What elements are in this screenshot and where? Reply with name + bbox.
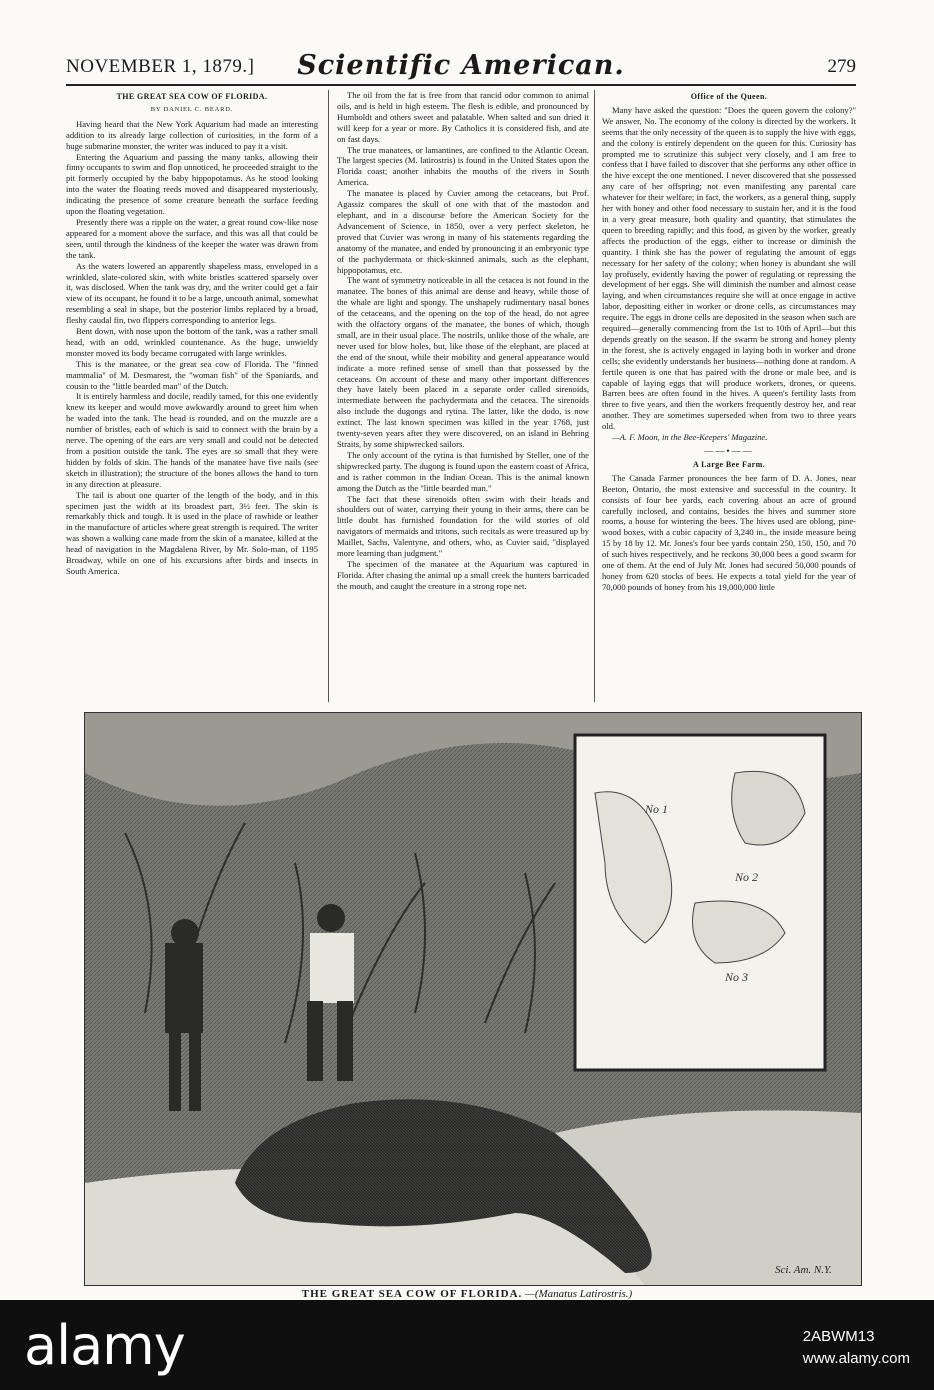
hunter-1-head	[171, 919, 199, 947]
paragraph: Presently there was a ripple on the water, a great round cow-like nose appeared for a moment above the surface, and this was all that could be seen, until through the kindness of the keeper the water was drawn from the tank.	[66, 216, 318, 260]
watermark-meta	[803, 1326, 910, 1370]
hunter-1-body	[165, 943, 203, 1033]
watermark-site: www.alamy.com	[802, 1350, 910, 1367]
article-title: Office of the Queen.	[690, 92, 768, 101]
paragraph: Entering the Aquarium and passing the many tanks, allowing their finny occupants to swim and flop unnoticed, he proceeded straight to the pit formerly occupied by the baby hippopotamus. As he stood looking into the water the floating reeds moved and disappeared mysteriously, indicating the presence of some creature beneath the surface feeding upon the floating vegetation.	[66, 151, 318, 217]
article-byline: BY DANIEL C. BEARD.	[150, 105, 234, 113]
paragraph: The fact that these sirenoids often swim with their heads and shoulders out of water, carrying their young in their arms, there can be little doubt has furnished foundation for the wild stories of old navigators of mermaids and tritons, such recitals as were treasured up by Maillet, Sachs, Valentyne, and others, who, as Cuvier said, "displayed more learning than judgment."	[337, 493, 589, 559]
paragraph: The want of symmetry noticeable in all the cetacea is not found in the manatee. The bones of this animal are dense and heavy, while those of the whale are light and spongy. The unshapely rudimentary nasal bones of the cetaceans, and the opening on the top of the head, do not agree with the olfactory organs of the manatee, the bones of which, though small, are in their usual place. The nostrils, unlike those of the whale, are never used for blow holes, but, like those of the elephant, are placed at the end of the snout, while their mobility and general appearance would indicate a more refined sense of smell than that possessed by the cetaceans. On account of these and many other important differences they have lately been placed in a separate order called sirenoids, intermediate between the pachydermata and the cetacea. The sirenoids also include the dugongs and rytina. The latter, like the dodo, is now extinct. The last known specimen was killed in the year 1768, just twenty-seven years after they were discovered, on an island in Behring Straits, by some shipwrecked sailors.	[337, 275, 589, 449]
paragraph: Having heard that the New York Aquarium had made an interesting addition to its already large collection of curiosities, in the form of a huge submarine monster, the writer was induced to pay it a visit.	[66, 118, 318, 151]
paragraph: The manatee is placed by Cuvier among the cetaceans, but Prof. Agassiz compares the skull of one with that of the mastodon and elephant, and in a discourse before the American Society for the Advancement of Science, in 1850, over a very perfect skeleton, he proved that Cuvier was wrong in many of his statements regarding the anatomy of the manatee, and ended by pronouncing it an embryonic type of the pachydermata or thick-skinned animals, such as the elephant, hippopotamus, etc.	[337, 188, 589, 275]
engraver-mark: Sci. Am. N.Y.	[775, 1264, 832, 1276]
paragraph: The Canada Farmer pronounces the bee farm of D. A. Jones, near Beeton, Ontario, the most extensive and successful in the country. It consists of four bee yards, each covering about an acre of ground carefully inclosed, and contains, besides the hives and summer store rooms, a house for wintering the bees. The hives used are oblong, pine-wood boxes, with a cubic capacity of 3,240 in., the inside measure being 15 by 18 by 12. Mr. Jones's four bee yards contain 250, 150, 150, and 70 of such hives respectively, and he reckons 30,000 bees a good swarm for one of them. At the end of July Mr. Jones had secured 50,000 pounds of honey from 620 stocks of bees. He expects a total yield for the year of 70,000 pounds of honey from his 19,000,000 little	[602, 472, 856, 592]
paragraph: As the waters lowered an apparently shapeless mass, enveloped in a wrinkled, slate-colored skin, with white bristles scattered sparsely over it, was disclosed. When the tank was dry, and the writer could get a fair view of its occupant, he found it to be a large, uncouth animal, somewhat resembling a seal in shape, but the posterior limbs replaced by a broad, fleshy caudal fin, two flippers corresponding to anterior legs.	[66, 260, 318, 326]
column-1	[66, 90, 318, 702]
publication-title: Scientific American.	[297, 50, 625, 81]
paragraph: Many have asked the question: "Does the queen govern the colony?" We answer, No. The economy of the colony is directed by the workers. It seems that the only necessity of the queen is to supply the hive with eggs, and the colony is entirely dependent on the queen for this. Curiosity has prompted me to scrutinize this subject very closely, and I am free to confess that I have failed to discover that she performs any other office in the hive except the one mentioned. I never discovered that she possessed any care of her offspring; not even manifesting any parental care whatever for their welfare; in fact, the workers, as a general thing, supply her with honey and other food necessary to sustain her, and it is the food in a very great measure, both quality and quantity, that stimulates the queen to breeding rapidly; and this food, as given by the worker, greatly affects the production of the eggs, either to increase or diminish the quantity. I think she has the power of regulating the amount of eggs necessary for her safety of the colony; when honey is abundant she will lay profusely, evidently having the power of regulating or repressing the development of her eggs. She will diminish the number and almost cease laying, and when circumstances require she will at once engage in active labor, depositing either in worker or drone cells, as circumstances may require. The eggs in drone cells are deposited in the season when such are required—generally commencing from the 1st to 10th of April—but this depends greatly on the season. If the swarm be strong and honey plenty in the forest, she is actively engaged in laying both in worker and drone cells; she evidently understands her business—nothing done at random. A fertile queen is one that has paired with the drone or male bee, and is capable of laying eggs that will produce workers, drones, or queens. Barren bees are often found in the hives. A queen's fertility lasts from three to five years, and then the workers frequently destroy her, and rear another. They are sometimes superseded when from two to three years old.	[602, 104, 856, 432]
column-3	[602, 90, 856, 702]
engraving-illustration	[84, 712, 862, 1286]
illustration-caption	[0, 1288, 934, 1300]
paragraph: The oil from the fat is free from that rancid odor common to animal oils, and is held in high esteem. The flesh is edible, and pronounced by Humboldt and others sweet and palatable. When salted and sun dried it will keep for a year or more. By Catholics it is considered fish, and ate on fast days.	[337, 90, 589, 144]
image-id: 2ABWM13	[802, 1328, 875, 1345]
paragraph: The specimen of the manatee at the Aquarium was captured in Florida. After chasing the animal up a small creek the hunters barricaded the mouth, and caught the creature in a strong rope net.	[337, 558, 589, 591]
column-divider	[594, 90, 595, 702]
paragraph: The true manatees, or lamantines, are confined to the Atlantic Ocean. The largest species (M. latirostris) is found in the United States upon the Florida coast; another inhabits the mouths of the rivers in South America.	[337, 144, 589, 188]
caption-scientific-name: —(Manatus Latirostris.)	[525, 1288, 633, 1300]
watermark-logo: alamy	[24, 1314, 185, 1377]
hunter-2-leg	[337, 1001, 353, 1081]
page-number: 279	[827, 56, 856, 77]
hunter-1-leg	[169, 1031, 181, 1111]
hunter-1-leg	[189, 1031, 201, 1111]
paragraph: It is entirely harmless and docile, readily tamed, for this one evidently knew its keeper and would move awkwardly around to greet him when he waded into the tank. The head is rounded, and on the muzzle are a number of bristles, each of which is said to connect with the brain by a nerve. The opening of the ears are very small and could not be detected from a position outside the tank. The eyes are so small that they were hidden by folds of skin. The hands of the manatee have five nails (see sketch in illustration); the structure of the bones allows the hand to turn in any direction at pleasure.	[66, 391, 318, 489]
caption-title: THE GREAT SEA COW OF FLORIDA.	[301, 1288, 523, 1300]
inset-label: No 3	[725, 970, 749, 984]
masthead-rule	[66, 84, 856, 86]
article-title: THE GREAT SEA COW OF FLORIDA.	[116, 92, 268, 101]
issue-date: NOVEMBER 1, 1879.]	[66, 56, 255, 77]
column-divider	[328, 90, 329, 702]
paragraph: This is the manatee, or the great sea cow of Florida. The "finned mammalia" of M. Desmarest, the "woman fish" of the Spaniards, and cousin to the "little bearded man" of the Dutch.	[66, 358, 318, 391]
paragraph: The only account of the rytina is that furnished by Steller, one of the shipwrecked party. The dugong is found upon the eastern coast of Africa, and is rather common in the Indian Ocean. This is the animal known among the Dutch as the "little bearded man."	[337, 449, 589, 493]
section-separator: ——•——	[704, 446, 754, 456]
inset-label: No 2	[735, 870, 759, 884]
masthead	[66, 50, 856, 84]
engraving-drawing	[85, 713, 861, 1285]
paragraph: The tail is about one quarter of the length of the body, and in this specimen just the width at its broadest part, 3½ feet. The skin is remarkably thick and tough. It is used in the place of rawhide or leather in the manufacture of articles where great strength is required. The writer was shown a walking cane made from the skin of a manatee, killed at the head of navigation in the Magdalena River, by Mr. Solo-man, of 1195 Broadway, while on one of his excursions after birds and insects in South America.	[66, 489, 318, 576]
inset-label: No 1	[645, 802, 669, 816]
hunter-2-leg	[307, 1001, 323, 1081]
paragraph: Bent down, with nose upon the bottom of the tank, was a rather small head, with an odd, wrinkled countenance. As the huge, unwieldy monster moved its body became corrugated with large wrinkles.	[66, 326, 318, 358]
hunter-2-head	[317, 904, 345, 932]
column-2	[337, 90, 589, 702]
attribution: —A. F. Moon, in the Bee-Keepers' Magazine.	[612, 432, 768, 443]
article-title: A Large Bee Farm.	[692, 459, 766, 469]
hunter-2-shirt	[310, 933, 354, 1003]
stock-watermark-bar	[0, 1300, 934, 1390]
